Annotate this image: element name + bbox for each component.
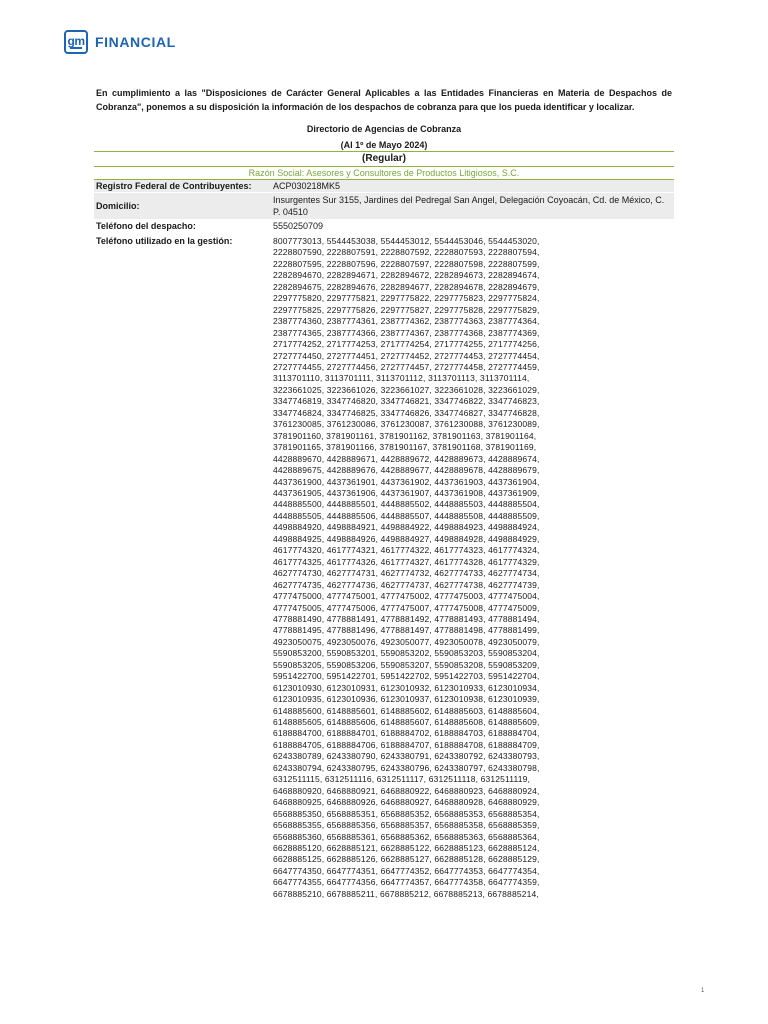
- phone-line: 6568885350, 6568885351, 6568885352, 6568885353, 6568885354,: [273, 808, 540, 819]
- directory-date: (Al 1º de Mayo 2024): [340, 140, 428, 150]
- phone-line: 5590853200, 5590853201, 5590853202, 5590853203, 5590853204,: [273, 648, 540, 659]
- phone-line: 6468880925, 6468880926, 6468880927, 6468880928, 6468880929,: [273, 797, 540, 808]
- phone-line: 2387774360, 2387774361, 2387774362, 2387774363, 2387774364,: [273, 316, 540, 327]
- phone-line: 6123010935, 6123010936, 6123010937, 6123010938, 6123010939,: [273, 694, 540, 705]
- phone-line: 6568885355, 6568885356, 6568885357, 6568885358, 6568885359,: [273, 820, 540, 831]
- telefono-row: [94, 220, 674, 232]
- rfc-value: ACP030218MK5: [273, 181, 341, 191]
- gm-logo-mark: [64, 30, 88, 54]
- phone-line: 6243380794, 6243380795, 6243380796, 6243380797, 6243380798,: [273, 762, 540, 773]
- gm-logo-text: gm: [67, 33, 85, 48]
- phone-line: 2297775825, 2297775826, 2297775827, 2297775828, 2297775829,: [273, 304, 540, 315]
- phone-line: 4437361905, 4437361906, 4437361907, 4437361908, 4437361909,: [273, 487, 540, 498]
- phone-line: 5951422700, 5951422701, 5951422702, 5951422703, 5951422704,: [273, 671, 540, 682]
- gestion-phones: [271, 236, 674, 900]
- domicilio-row: [94, 193, 674, 219]
- domicilio-label: Domicilio:: [96, 201, 140, 211]
- phone-line: 2387774365, 2387774366, 2387774367, 2387774368, 2387774369,: [273, 327, 540, 338]
- phone-line: 4498884920, 4498884921, 4498884922, 4498884923, 4498884924,: [273, 522, 540, 533]
- rfc-row: [94, 180, 674, 192]
- phone-line: 3223661025, 3223661026, 3223661027, 3223661028, 3223661029,: [273, 384, 540, 395]
- phone-line: 4778881490, 4778881491, 4778881492, 4778881493, 4778881494,: [273, 613, 540, 624]
- phone-line: 3347746824, 3347746825, 3347746826, 3347746827, 3347746828,: [273, 407, 540, 418]
- rfc-label: Registro Federal de Contribuyentes:: [96, 181, 252, 191]
- phone-line: 6123010930, 6123010931, 6123010932, 6123010933, 6123010934,: [273, 682, 540, 693]
- phone-line: 6243380789, 6243380790, 6243380791, 6243380792, 6243380793,: [273, 751, 540, 762]
- phone-line: 2297775820, 2297775821, 2297775822, 2297775823, 2297775824,: [273, 293, 540, 304]
- phone-line: 6312511115, 6312511116, 6312511117, 6312511118, 6312511119,: [273, 774, 531, 785]
- phone-line: 6148885605, 6148885606, 6148885607, 6148885608, 6148885609,: [273, 717, 540, 728]
- phone-line: 2228807590, 2228807591, 2228807592, 2228807593, 2228807594,: [273, 247, 540, 258]
- gm-financial-logo: [64, 30, 176, 54]
- phone-line: 6678885210, 6678885211, 6678885212, 6678885213, 6678885214,: [273, 888, 539, 899]
- phone-line: 3347746819, 3347746820, 3347746821, 3347746822, 3347746823,: [273, 396, 540, 407]
- phone-line: 4498884925, 4498884926, 4498884927, 4498884928, 4498884929,: [273, 533, 540, 544]
- phone-line: 3781901165, 3781901166, 3781901167, 3781901168, 3781901169,: [273, 442, 537, 453]
- phone-line: 2727774455, 2727774456, 2727774457, 2727774458, 2727774459,: [273, 361, 540, 372]
- phone-line: 4428889670, 4428889671, 4428889672, 4428889673, 4428889674,: [273, 453, 540, 464]
- phone-line: 2282894670, 2282894671, 2282894672, 2282894673, 2282894674,: [273, 270, 540, 281]
- gestion-label: Teléfono utilizado en la gestión:: [96, 236, 233, 246]
- phone-line: 2282894675, 2282894676, 2282894677, 2282894678, 2282894679,: [273, 281, 540, 292]
- phone-line: 8007773013, 5544453038, 5544453012, 5544453046, 5544453020,: [273, 236, 540, 246]
- telefono-label: Teléfono del despacho:: [96, 221, 196, 231]
- phone-line: 5590853205, 5590853206, 5590853207, 5590853208, 5590853209,: [273, 659, 540, 670]
- telefono-value: 5550250709: [273, 221, 324, 231]
- directory-title: Directorio de Agencias de Cobranza: [306, 124, 462, 134]
- phone-line: 3113701110, 3113701111, 3113701112, 3113701113, 3113701114,: [273, 373, 530, 384]
- phone-line: 2228807595, 2228807596, 2228807597, 2228807598, 2228807599,: [273, 258, 540, 269]
- phone-line: 6468880920, 6468880921, 6468880922, 6468880923, 6468880924,: [273, 785, 540, 796]
- phone-line: 4448885505, 4448885506, 4448885507, 4448885508, 4448885509,: [273, 510, 540, 521]
- phone-line: 6647774350, 6647774351, 6647774352, 6647774353, 6647774354,: [273, 865, 540, 876]
- domicilio-value: Insurgentes Sur 3155, Jardines del Pedregal San Angel, Delegación Coyoacán, Cd. de México, C. P. 04510: [273, 195, 665, 217]
- phone-line: 4437361900, 4437361901, 4437361902, 4437361903, 4437361904,: [273, 476, 540, 487]
- gestion-row: [94, 236, 674, 900]
- phone-line: 4923050075, 4923050076, 4923050077, 4923050078, 4923050079,: [273, 636, 540, 647]
- phone-line: 4627774730, 4627774731, 4627774732, 4627774733, 4627774734,: [273, 568, 540, 579]
- phone-line: 6568885360, 6568885361, 6568885362, 6568885363, 6568885364,: [273, 831, 540, 842]
- phone-line: 6188884700, 6188884701, 6188884702, 6188884703, 6188884704,: [273, 728, 540, 739]
- phone-line: 4778881495, 4778881496, 4778881497, 4778881498, 4778881499,: [273, 625, 540, 636]
- phone-line: 4617774325, 4617774326, 4617774327, 4617774328, 4617774329,: [273, 556, 540, 567]
- phone-line: 4627774735, 4627774736, 4627774737, 4627774738, 4627774739,: [273, 579, 540, 590]
- page-marker: 1: [701, 988, 705, 994]
- phone-line: 6647774355, 6647774356, 6647774357, 6647774358, 6647774359,: [273, 877, 540, 888]
- phone-line: 2717774252, 2717774253, 2717774254, 2717774255, 2717774256,: [273, 339, 540, 350]
- phone-line: 4617774320, 4617774321, 4617774322, 4617774323, 4617774324,: [273, 545, 540, 556]
- divider-middle: [94, 166, 674, 167]
- phone-line: 3761230085, 3761230086, 3761230087, 3761230088, 3761230089,: [273, 419, 540, 430]
- phone-line: 6188884705, 6188884706, 6188884707, 6188884708, 6188884709,: [273, 739, 540, 750]
- phone-line: 4777475005, 4777475006, 4777475007, 4777475008, 4777475009,: [273, 602, 540, 613]
- intro-paragraph: En cumplimiento a las "Disposiciones de Carácter General Aplicables a las Entidades Financieras en Materia de Despachos de Cobranza", ponemos a su disposición la información de los despachos de cobranza para que los pueda identificar y localizar.: [96, 88, 672, 112]
- phone-line: 3781901160, 3781901161, 3781901162, 3781901163, 3781901164,: [273, 430, 537, 441]
- brand-name: FINANCIAL: [95, 34, 176, 50]
- phone-line: 2727774450, 2727774451, 2727774452, 2727774453, 2727774454,: [273, 350, 540, 361]
- phone-line: 6148885600, 6148885601, 6148885602, 6148885603, 6148885604,: [273, 705, 540, 716]
- phone-line: 6628885120, 6628885121, 6628885122, 6628885123, 6628885124,: [273, 843, 540, 854]
- phone-list: [273, 236, 674, 900]
- phone-line: 4777475000, 4777475001, 4777475002, 4777475003, 4777475004,: [273, 591, 540, 602]
- phone-line: 4428889675, 4428889676, 4428889677, 4428889678, 4428889679,: [273, 465, 540, 476]
- phone-line: 4448885500, 4448885501, 4448885502, 4448885503, 4448885504,: [273, 499, 540, 510]
- category-heading: (Regular): [362, 153, 406, 164]
- phone-line: 6628885125, 6628885126, 6628885127, 6628885128, 6628885129,: [273, 854, 540, 865]
- razon-social: Razón Social: Asesores y Consultores de Productos Litigiosos, S.C.: [248, 168, 520, 178]
